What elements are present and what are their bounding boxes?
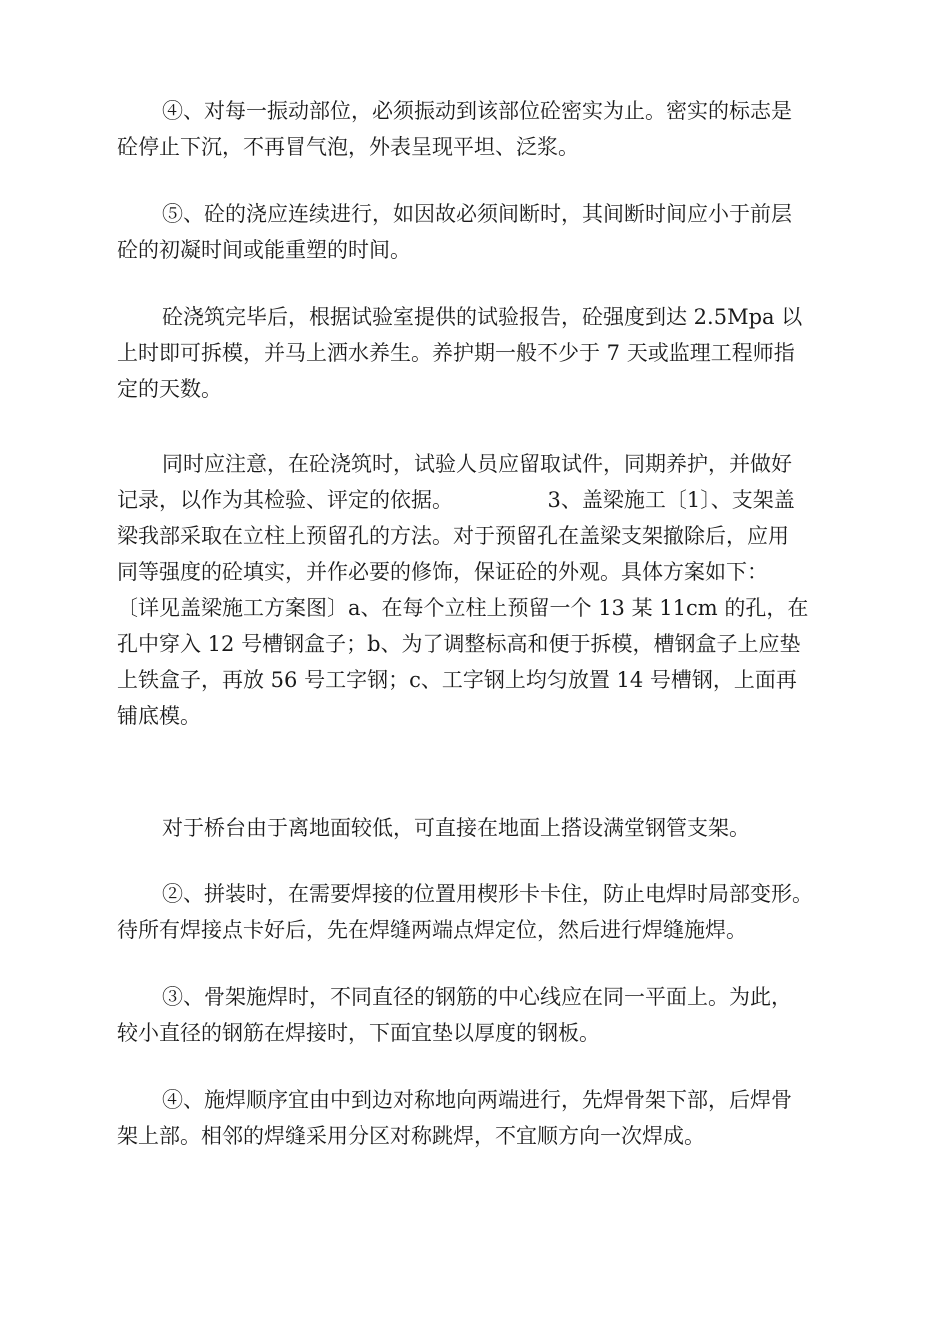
text-line: 定的天数。 <box>117 377 222 401</box>
text-line: 记录，以作为其检验、评定的依据。 3、盖梁施工〔1〕、支架盖 <box>117 488 795 512</box>
paragraph-capping-beam <box>117 446 835 734</box>
paragraph-continuous-pouring <box>117 196 835 268</box>
text-line: 待所有焊接点卡好后，先在焊缝两端点焊定位，然后进行焊缝施焊。 <box>117 918 747 942</box>
text-line: 上时即可拆模，并马上洒水养生。养护期一般不少于 7 天或监理工程师指 <box>117 341 795 365</box>
text-line: 对于桥台由于离地面较低，可直接在地面上搭设满堂钢管支架。 <box>162 816 750 840</box>
text-line: 砼浇筑完毕后，根据试验室提供的试验报告，砼强度到达 2.5Mpa 以 <box>162 305 803 329</box>
paragraph-formwork-removal <box>117 299 835 407</box>
text-line: 砼停止下沉，不再冒气泡，外表呈现平坦、泛浆。 <box>117 135 579 159</box>
paragraph-vibration-density <box>117 93 835 165</box>
text-line: ②、拼装时，在需要焊接的位置用楔形卡卡住，防止电焊时局部变形。 <box>162 882 813 906</box>
paragraph-assembly-welding <box>117 876 835 948</box>
text-line: 孔中穿入 12 号槽钢盒子；b、为了调整标高和便于拆模，槽钢盒子上应垫 <box>117 632 801 656</box>
text-line: 上铁盒子，再放 56 号工字钢；c、工字钢上均匀放置 14 号槽钢，上面再 <box>117 668 797 692</box>
paragraph-welding-sequence <box>117 1082 835 1154</box>
text-line: 同等强度的砼填实，并作必要的修饰，保证砼的外观。具体方案如下： <box>117 560 768 584</box>
text-line: 〔详见盖梁施工方案图〕a、在每个立柱上预留一个 13 某 11cm 的孔，在 <box>117 596 809 620</box>
text-line: 砼的初凝时间或能重塑的时间。 <box>117 238 411 262</box>
text-line: 较小直径的钢筋在焊接时，下面宜垫以厚度的钢板。 <box>117 1021 600 1045</box>
text-line: ④、施焊顺序宜由中到边对称地向两端进行，先焊骨架下部，后焊骨 <box>162 1088 792 1112</box>
paragraph-abutment-support <box>117 810 835 846</box>
text-line: 铺底模。 <box>117 704 201 728</box>
text-line: ⑤、砼的浇应连续进行，如因故必须间断时，其间断时间应小于前层 <box>162 202 792 226</box>
text-line: ④、对每一振动部位，必须振动到该部位砼密实为止。密实的标志是 <box>162 99 792 123</box>
text-line: ③、骨架施焊时，不同直径的钢筋的中心线应在同一平面上。为此， <box>162 985 792 1009</box>
text-line: 架上部。相邻的焊缝采用分区对称跳焊，不宜顺方向一次焊成。 <box>117 1124 705 1148</box>
text-line: 同时应注意，在砼浇筑时，试验人员应留取试件，同期养护，并做好 <box>162 452 792 476</box>
text-line: 梁我部采取在立柱上预留孔的方法。对于预留孔在盖梁支架撤除后，应用 <box>117 524 789 548</box>
paragraph-frame-welding <box>117 979 835 1051</box>
